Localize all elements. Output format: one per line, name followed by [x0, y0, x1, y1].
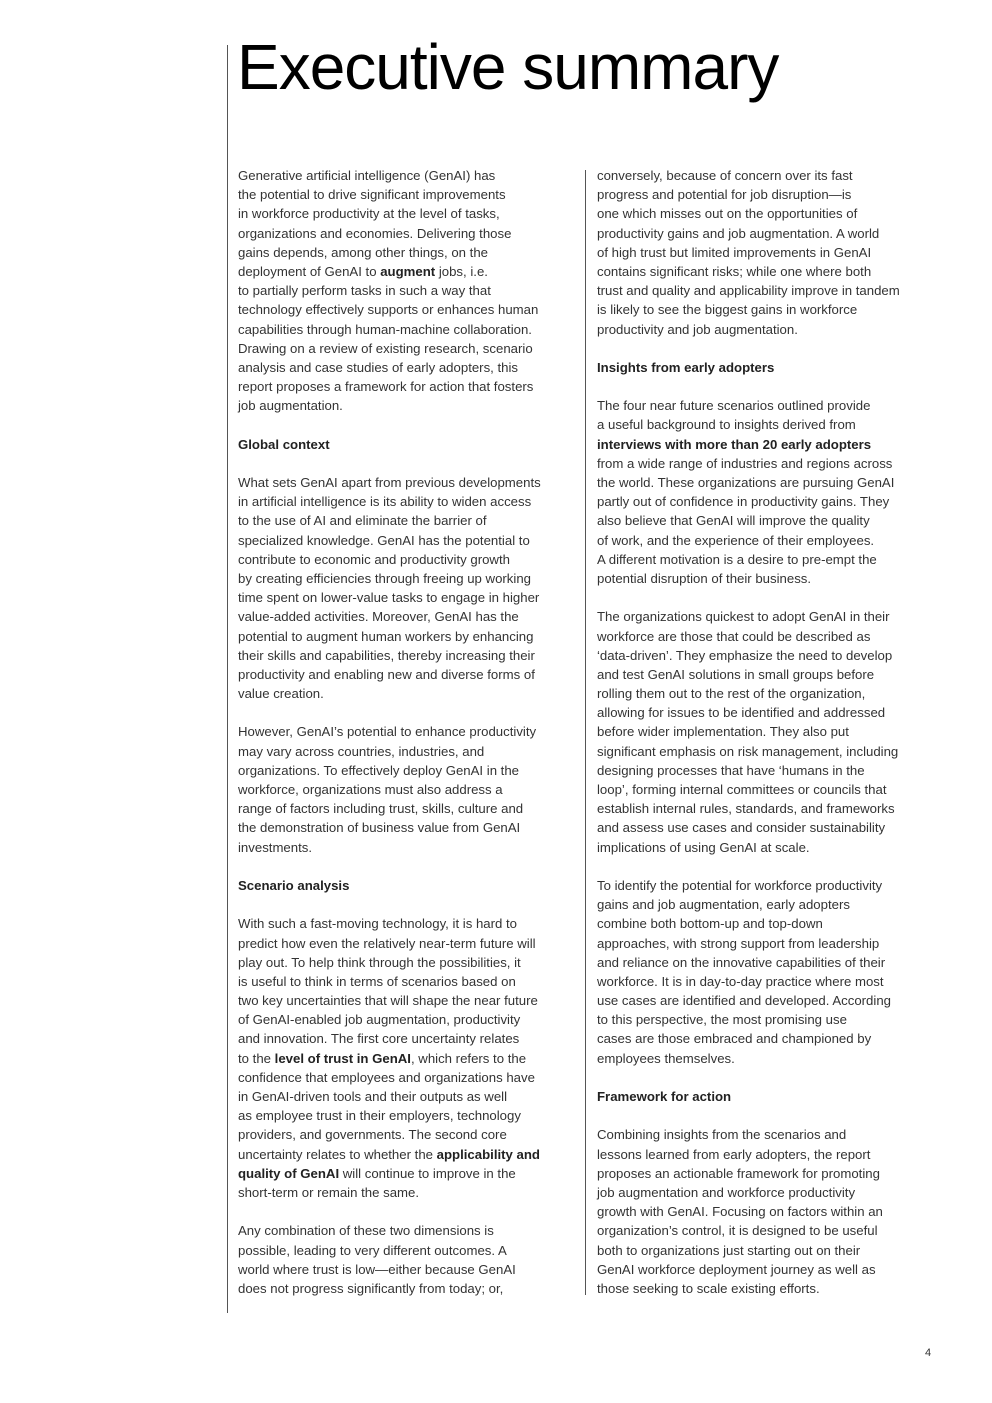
section-heading: [597, 435, 937, 454]
text-line: [238, 627, 578, 646]
text-line: [597, 1241, 937, 1260]
text-line: [238, 1068, 578, 1087]
text-line: [238, 742, 578, 761]
text-run: Generative artificial intelligence (GenAI) has: [238, 168, 496, 183]
text-run: confidence that employees and organizations have: [238, 1069, 535, 1085]
text-run: However, GenAI’s potential to enhance productivity: [238, 724, 537, 740]
blank-line: [238, 415, 578, 434]
text-line: [238, 358, 578, 377]
text-line: [597, 627, 937, 646]
text-run: deployment of GenAI to: [238, 263, 381, 279]
text-line: [238, 838, 578, 857]
text-line: [597, 684, 937, 703]
section-heading: [597, 358, 937, 377]
text-line: [597, 166, 937, 185]
text-run: possible, leading to very different outcomes. A: [238, 1242, 507, 1258]
text-run: report proposes a framework for action that fosters: [238, 379, 534, 395]
text-line: [597, 1202, 937, 1221]
text-line: [238, 1145, 578, 1164]
text-line: [597, 473, 937, 492]
text-line: [597, 1049, 937, 1068]
text-run: gains depends, among other things, on the: [238, 244, 489, 260]
text-line: [238, 473, 578, 492]
text-run: in artificial intelligence is its ability to widen access: [238, 494, 532, 510]
bold-text: augment: [380, 263, 436, 279]
text-line: [238, 1164, 578, 1183]
text-run: organization’s control, it is designed to be useful: [597, 1223, 878, 1239]
text-run: to this perspective, the most promising use: [597, 1012, 847, 1028]
text-line: [238, 1183, 578, 1202]
text-run: in workforce productivity at the level of tasks,: [238, 206, 500, 222]
text-line: [597, 934, 937, 953]
text-run: of GenAI-enabled job augmentation, productivity: [238, 1012, 521, 1028]
text-run: play out. To help think through the possibilities, it: [238, 954, 521, 970]
text-line: [597, 876, 937, 895]
text-run: providers, and governments. The second core: [238, 1127, 507, 1143]
text-run: of work, and the experience of their employees.: [597, 532, 875, 548]
text-run: A different motivation is a desire to pre-empt the: [597, 551, 877, 567]
bold-text: Scenario analysis: [238, 877, 350, 893]
text-run: productivity and enabling new and diverse forms of: [238, 666, 535, 682]
text-line: [597, 243, 937, 262]
text-line: [597, 1029, 937, 1048]
text-run: growth with GenAI. Focusing on factors within an: [597, 1204, 883, 1220]
text-run: their skills and capabilities, thereby increasing their: [238, 647, 535, 663]
text-run: time spent on lower-value tasks to engage in higher: [238, 590, 540, 606]
text-line: [597, 454, 937, 473]
text-line: [597, 1145, 937, 1164]
bold-text: level of trust in GenAI: [274, 1050, 411, 1066]
text-line: [597, 607, 937, 626]
text-line: [238, 166, 578, 185]
text-run: workforce are those that could be described as: [597, 628, 871, 644]
text-run: the world. These organizations are pursuing GenAI: [597, 475, 895, 490]
blank-line: [238, 895, 578, 914]
text-run: from a wide range of industries and regions across: [597, 455, 893, 471]
text-line: [238, 550, 578, 569]
text-run: to the: [238, 1050, 275, 1066]
text-run: To identify the potential for workforce productivity: [597, 877, 883, 893]
blank-line: [597, 339, 937, 358]
text-line: [238, 665, 578, 684]
text-line: [597, 761, 937, 780]
text-line: [238, 377, 578, 396]
text-run: contains significant risks; while one where both: [597, 263, 872, 279]
text-line: [597, 665, 937, 684]
text-line: [238, 224, 578, 243]
text-run: analysis and case studies of early adopters, this: [238, 359, 519, 375]
text-run: also believe that GenAI will improve the quality: [597, 513, 870, 529]
text-run: is useful to think in terms of scenarios based on: [238, 973, 516, 989]
text-run: technology effectively supports or enhances human: [238, 302, 539, 318]
text-line: [238, 1106, 578, 1125]
text-line: [238, 339, 578, 358]
text-run: GenAI workforce deployment journey as well as: [597, 1261, 876, 1277]
text-run: approaches, with strong support from leadership: [597, 935, 880, 951]
text-run: the potential to drive significant improvements: [238, 187, 506, 203]
text-run: significant emphasis on risk management, including: [597, 743, 899, 759]
section-heading: [238, 876, 578, 895]
text-line: [597, 742, 937, 761]
text-run: job augmentation and workforce productivity: [597, 1184, 856, 1200]
text-run: use cases are identified and developed. According: [597, 993, 891, 1009]
text-line: [597, 972, 937, 991]
text-line: [238, 1279, 578, 1298]
text-run: Any combination of these two dimensions is: [238, 1223, 494, 1239]
text-run: trust and quality and applicability improve in tandem: [597, 283, 900, 299]
text-run: as employee trust in their employers, technology: [238, 1108, 521, 1124]
text-line: [238, 972, 578, 991]
text-line: [238, 607, 578, 626]
text-line: [238, 1260, 578, 1279]
text-line: [238, 818, 578, 837]
text-run: conversely, because of concern over its fast: [597, 168, 853, 183]
text-run: before wider implementation. They also put: [597, 724, 849, 740]
text-line: [238, 531, 578, 550]
bold-text: Framework for action: [597, 1089, 732, 1104]
text-line: [238, 492, 578, 511]
blank-line: [238, 454, 578, 473]
text-run: implications of using GenAI at scale.: [597, 839, 810, 855]
text-line: [597, 511, 937, 530]
text-run: The organizations quickest to adopt GenAI in their: [597, 609, 890, 625]
text-line: [238, 281, 578, 300]
text-line: [597, 320, 937, 339]
text-line: [238, 204, 578, 223]
text-line: [597, 1279, 937, 1298]
text-run: world where trust is low—either because GenAI: [238, 1261, 516, 1277]
text-run: productivity gains and job augmentation. A world: [597, 225, 880, 241]
section-heading: [597, 1087, 937, 1106]
left-margin-rule: [227, 45, 228, 1313]
text-run: will continue to improve in the: [339, 1165, 516, 1181]
text-line: [597, 1164, 937, 1183]
bold-text: Insights from early adopters: [597, 359, 775, 375]
text-line: [597, 1183, 937, 1202]
text-line: [597, 991, 937, 1010]
text-run: The four near future scenarios outlined provide: [597, 398, 871, 414]
text-line: [238, 722, 578, 741]
text-run: lessons learned from early adopters, the report: [597, 1146, 871, 1162]
text-run: gains and job augmentation, early adopters: [597, 897, 850, 913]
text-line: [597, 838, 937, 857]
text-run: progress and potential for job disruption—is: [597, 187, 852, 203]
text-line: [238, 991, 578, 1010]
text-line: [597, 1260, 937, 1279]
text-line: [597, 224, 937, 243]
text-run: potential disruption of their business.: [597, 570, 812, 586]
text-run: rolling them out to the rest of the organization,: [597, 686, 866, 702]
text-line: [597, 799, 937, 818]
text-run: value-added activities. Moreover, GenAI has the: [238, 609, 519, 625]
text-run: ‘data-driven’. They emphasize the need to develop: [597, 647, 893, 663]
bold-text: applicability and: [436, 1146, 540, 1162]
text-line: [238, 320, 578, 339]
text-line: [597, 569, 937, 588]
blank-line: [238, 1202, 578, 1221]
text-line: [238, 799, 578, 818]
text-run: a useful background to insights derived from: [597, 417, 856, 433]
blank-line: [238, 857, 578, 876]
text-line: [238, 396, 578, 415]
text-line: [597, 703, 937, 722]
text-run: organizations and economies. Delivering those: [238, 225, 512, 241]
text-run: , which refers to the: [410, 1050, 527, 1066]
column-divider-rule: [585, 170, 586, 1295]
text-run: by creating efficiencies through freeing up working: [238, 570, 531, 586]
text-run: predict how even the relatively near-term future will: [238, 935, 536, 951]
text-run: does not progress significantly from today; or,: [238, 1280, 504, 1296]
text-line: [238, 1221, 578, 1240]
text-line: [597, 953, 937, 972]
text-line: [238, 1049, 578, 1068]
text-run: Drawing on a review of existing research, scenario: [238, 340, 533, 356]
text-run: range of factors including trust, skills, culture and: [238, 801, 524, 817]
text-run: workforce. It is in day-to-day practice where most: [597, 973, 884, 989]
text-run: jobs, i.e.: [435, 263, 488, 279]
text-run: and test GenAI solutions in small groups before: [597, 666, 875, 682]
text-line: [238, 761, 578, 780]
text-line: [597, 300, 937, 319]
text-line: [238, 300, 578, 319]
text-line: [238, 588, 578, 607]
blank-line: [597, 377, 937, 396]
page-title: Executive summary: [237, 31, 779, 103]
text-line: [597, 262, 937, 281]
text-run: designing processes that have ‘humans in the: [597, 762, 865, 778]
text-line: [597, 396, 937, 415]
text-line: [238, 684, 578, 703]
text-run: in GenAI-driven tools and their outputs as well: [238, 1089, 508, 1104]
text-run: those seeking to scale existing efforts.: [597, 1280, 820, 1296]
bold-text: interviews with more than 20 early adopters: [597, 436, 872, 452]
text-line: [238, 262, 578, 281]
text-run: loop’, forming internal committees or councils that: [597, 782, 887, 797]
text-line: [238, 953, 578, 972]
text-line: [597, 492, 937, 511]
text-line: [597, 531, 937, 550]
text-line: [597, 646, 937, 665]
text-run: With such a fast-moving technology, it is hard to: [238, 916, 518, 932]
text-line: [238, 646, 578, 665]
text-line: [597, 722, 937, 741]
text-line: [238, 1087, 578, 1106]
text-run: organizations. To effectively deploy GenAI in the: [238, 762, 520, 778]
text-run: productivity and job augmentation.: [597, 321, 798, 337]
bold-text: Global context: [238, 436, 330, 452]
text-line: [597, 204, 937, 223]
text-run: uncertainty relates to whether the: [238, 1146, 437, 1162]
text-line: [238, 934, 578, 953]
text-run: cases are those embraced and championed by: [597, 1031, 872, 1047]
text-run: to partially perform tasks in such a way that: [238, 283, 491, 299]
text-run: combine both bottom-up and top-down: [597, 916, 823, 932]
text-line: [597, 550, 937, 569]
text-line: [238, 1029, 578, 1048]
text-run: job augmentation.: [238, 398, 343, 414]
text-line: [597, 895, 937, 914]
text-run: capabilities through human-machine collaboration.: [238, 321, 532, 337]
text-run: of high trust but limited improvements in GenAI: [597, 244, 872, 260]
text-line: [597, 818, 937, 837]
text-line: [238, 780, 578, 799]
text-line: [238, 1010, 578, 1029]
blank-line: [597, 1068, 937, 1087]
text-run: workforce, organizations must also address a: [238, 782, 503, 797]
text-run: potential to augment human workers by enhancing: [238, 628, 534, 644]
text-line: [238, 185, 578, 204]
text-run: two key uncertainties that will shape the near future: [238, 993, 538, 1009]
text-run: both to organizations just starting out on their: [597, 1242, 861, 1258]
page-number: 4: [925, 1347, 932, 1359]
text-run: partly out of confidence in productivity gains. They: [597, 494, 890, 510]
text-line: [597, 281, 937, 300]
text-line: [238, 1125, 578, 1144]
text-run: one which misses out on the opportunities of: [597, 206, 858, 222]
text-line: [597, 780, 937, 799]
text-run: proposes an actionable framework for promoting: [597, 1165, 880, 1181]
text-run: may vary across countries, industries, and: [238, 743, 485, 759]
text-run: the demonstration of business value from GenAI: [238, 820, 521, 836]
section-heading: [238, 435, 578, 454]
text-run: contribute to economic and productivity growth: [238, 551, 510, 567]
text-line: [597, 1125, 937, 1144]
text-run: Combining insights from the scenarios and: [597, 1127, 847, 1143]
text-line: [597, 1010, 937, 1029]
text-run: is likely to see the biggest gains in workforce: [597, 302, 858, 318]
text-column-right: [597, 166, 937, 1298]
text-run: specialized knowledge. GenAI has the potential to: [238, 532, 530, 548]
text-column-left: [238, 166, 578, 1298]
text-run: allowing for issues to be identified and addressed: [597, 705, 886, 721]
text-line: [597, 1221, 937, 1240]
text-run: employees themselves.: [597, 1050, 735, 1066]
text-run: establish internal rules, standards, and frameworks: [597, 801, 895, 817]
text-line: [238, 511, 578, 530]
text-run: to the use of AI and eliminate the barrier of: [238, 513, 487, 529]
blank-line: [597, 588, 937, 607]
bold-text: quality of GenAI: [238, 1165, 340, 1181]
text-run: and innovation. The first core uncertainty relates: [238, 1031, 520, 1047]
text-line: [597, 185, 937, 204]
text-line: [238, 569, 578, 588]
text-line: [238, 1241, 578, 1260]
blank-line: [238, 703, 578, 722]
blank-line: [597, 857, 937, 876]
text-run: What sets GenAI apart from previous developments: [238, 475, 541, 490]
text-run: investments.: [238, 839, 313, 855]
text-line: [597, 914, 937, 933]
text-run: short-term or remain the same.: [238, 1184, 420, 1200]
text-run: and reliance on the innovative capabilities of their: [597, 954, 886, 970]
text-line: [597, 415, 937, 434]
text-run: and assess use cases and consider sustainability: [597, 820, 886, 836]
blank-line: [597, 1106, 937, 1125]
text-run: value creation.: [238, 686, 324, 702]
text-line: [238, 914, 578, 933]
text-line: [238, 243, 578, 262]
